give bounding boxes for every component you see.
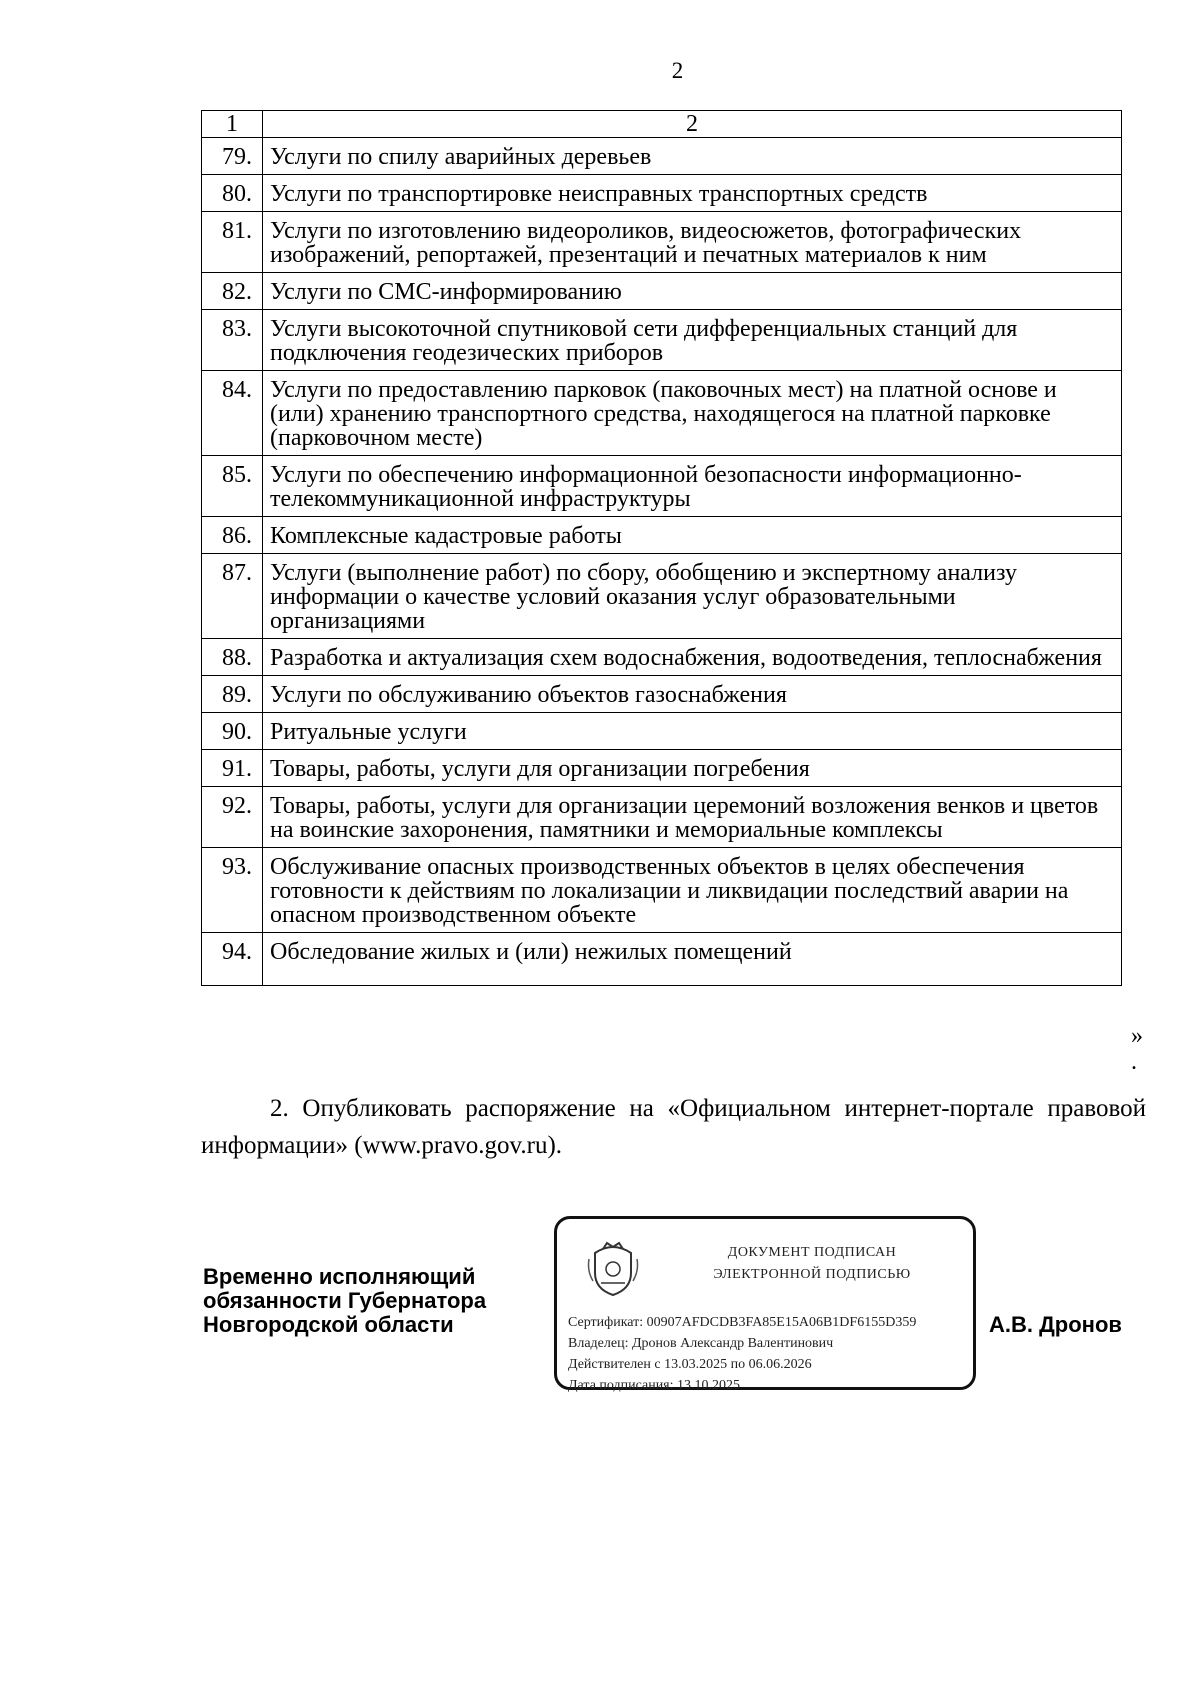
row-number: 87.: [202, 554, 263, 639]
row-text: Услуги по обеспечению информационной безопасности информационно-телекоммуникационной инфраструктуры: [263, 456, 1122, 517]
table-row: [202, 371, 1122, 456]
row-number: 88.: [202, 639, 263, 676]
table-row: [202, 933, 1122, 986]
row-number: 93.: [202, 848, 263, 933]
row-text: Услуги по СМС-информированию: [263, 273, 1122, 310]
row-text: Товары, работы, услуги для организации погребения: [263, 750, 1122, 787]
table-row: [202, 713, 1122, 750]
table-row: [202, 310, 1122, 371]
row-number: 84.: [202, 371, 263, 456]
row-text: Услуги высокоточной спутниковой сети дифференциальных станций для подключения геодезических приборов: [263, 310, 1122, 371]
table-row: [202, 554, 1122, 639]
table-row: [202, 273, 1122, 310]
stamp-title: [667, 1242, 957, 1286]
table-row: [202, 175, 1122, 212]
services-table: [201, 110, 1122, 986]
signer-name: А.В. Дронов: [989, 1312, 1122, 1337]
row-text: Услуги (выполнение работ) по сбору, обобщению и экспертному анализу информации о качестве условий оказания услуг образовательными организациями: [263, 554, 1122, 639]
official-position: [203, 1265, 486, 1337]
position-line-3: Новгородской области: [203, 1312, 454, 1337]
row-number: 79.: [202, 138, 263, 175]
table-row: [202, 787, 1122, 848]
stamp-details: [568, 1312, 916, 1396]
row-text: Услуги по спилу аварийных деревьев: [263, 138, 1122, 175]
table-body: [202, 111, 1122, 986]
table-row: [202, 456, 1122, 517]
position-line-2: обязанности Губернатора: [203, 1288, 487, 1313]
row-text: Разработка и актуализация схем водоснабжения, водоотведения, теплоснабжения: [263, 639, 1122, 676]
stamp-owner: Владелец: Дронов Александр Валентинович: [568, 1336, 834, 1351]
header-col-2: 2: [263, 111, 1122, 138]
table-row: [202, 750, 1122, 787]
coat-of-arms-icon: [585, 1239, 641, 1297]
table-row: [202, 848, 1122, 933]
row-text: Услуги по обслуживанию объектов газоснабжения: [263, 676, 1122, 713]
row-number: 89.: [202, 676, 263, 713]
row-text: Услуги по изготовлению видеороликов, видеосюжетов, фотографических изображений, репортажей, презентаций и печатных материалов к ним: [263, 212, 1122, 273]
stamp-certificate: Сертификат: 00907AFDCDB3FA85E15A06B1DF6155D359: [568, 1315, 917, 1330]
table-row: [202, 517, 1122, 554]
row-number: 91.: [202, 750, 263, 787]
header-col-1: 1: [202, 111, 263, 138]
row-text: Ритуальные услуги: [263, 713, 1122, 750]
row-number: 83.: [202, 310, 263, 371]
row-number: 85.: [202, 456, 263, 517]
row-text: Обслуживание опасных производственных объектов в целях обеспечения готовности к действиям по локализации и ликвидации последствий аварии на опасном производственном объекте: [263, 848, 1122, 933]
row-number: 86.: [202, 517, 263, 554]
row-number: 92.: [202, 787, 263, 848]
position-line-1: Временно исполняющий: [203, 1264, 476, 1289]
row-number: 90.: [202, 713, 263, 750]
row-number: 80.: [202, 175, 263, 212]
table-row: [202, 212, 1122, 273]
publication-text: 2. Опубликовать распоряжение на «Официальном интернет-портале правовой информации» (www.pravo.gov.ru).: [201, 1095, 1146, 1159]
stamp-title-line-2: ЭЛЕКТРОННОЙ ПОДПИСЬЮ: [713, 1267, 911, 1282]
table-row: [202, 639, 1122, 676]
electronic-signature-stamp: [554, 1216, 976, 1393]
row-number: 94.: [202, 933, 263, 986]
stamp-title-line-1: ДОКУМЕНТ ПОДПИСАН: [727, 1245, 897, 1260]
row-text: Товары, работы, услуги для организации церемоний возложения венков и цветов на воинские захоронения, памятники и мемориальные комплексы: [263, 787, 1122, 848]
table-row: [202, 138, 1122, 175]
table-header-row: [202, 111, 1122, 138]
table-row: [202, 676, 1122, 713]
row-number: 81.: [202, 212, 263, 273]
row-text: Услуги по транспортировке неисправных транспортных средств: [263, 175, 1122, 212]
closing-period: .: [1131, 1049, 1137, 1075]
closing-quote: »: [1131, 1023, 1143, 1049]
row-text: Комплексные кадастровые работы: [263, 517, 1122, 554]
row-text: Услуги по предоставлению парковок (паковочных мест) на платной основе и (или) хранению транспортного средства, находящегося на платной парковке (парковочном месте): [263, 371, 1122, 456]
page-number: 2: [671, 58, 684, 83]
closing-quote-mark: [1131, 1023, 1143, 1075]
row-number: 82.: [202, 273, 263, 310]
row-text: Обследование жилых и (или) нежилых помещений: [263, 933, 1122, 986]
stamp-valid: Действителен с 13.03.2025 по 06.06.2026: [568, 1357, 812, 1372]
stamp-signed-date: Дата подписания: 13.10.2025: [568, 1378, 741, 1393]
publication-paragraph: [201, 1090, 1146, 1164]
